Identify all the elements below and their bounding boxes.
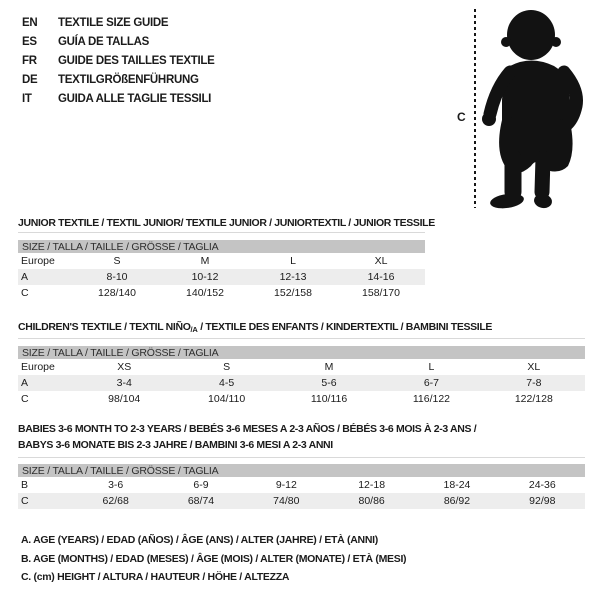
cell-value: 6-9 — [193, 479, 209, 491]
language-row-de — [22, 70, 215, 89]
size-column: XS — [117, 361, 132, 373]
size-column: S — [113, 255, 121, 267]
cell-value: 14-16 — [367, 271, 395, 283]
height-measure-dashed-line — [474, 9, 476, 208]
age-row — [18, 375, 585, 391]
guide-title: GUÍA DE TALLAS — [58, 35, 149, 48]
cell-value: 68/74 — [187, 495, 215, 507]
children-table-title — [18, 321, 585, 336]
size-column: S — [223, 361, 231, 373]
table-top-rule — [18, 457, 585, 458]
cell-value: 158/170 — [362, 287, 400, 299]
row-label: C — [21, 287, 29, 299]
size-header-bar: SIZE / TALLA / TAILLE / GRÖSSE / TAGLIA — [18, 346, 585, 359]
children-textile-table — [18, 321, 585, 407]
language-row-es — [22, 32, 215, 51]
cell-value: 152/158 — [274, 287, 312, 299]
title-text: CHILDREN'S TEXTILE / TEXTIL NIÑO — [18, 321, 191, 333]
guide-title: GUIDE DES TAILLES TEXTILE — [58, 54, 215, 67]
cell-value: 116/122 — [412, 393, 451, 405]
language-row-en — [22, 13, 215, 32]
guide-title: GUIDA ALLE TAGLIE TESSILI — [58, 92, 212, 105]
cell-value: 10-12 — [191, 271, 219, 283]
size-columns-row — [18, 253, 425, 269]
language-row-it — [22, 89, 215, 108]
cell-value: 6-7 — [423, 377, 440, 389]
table-top-rule — [18, 232, 425, 233]
title-subscript: /A — [190, 325, 198, 334]
age-row — [18, 269, 425, 285]
size-column: XL — [374, 255, 388, 267]
cell-value: 7-8 — [526, 377, 542, 389]
row-label: C — [21, 393, 29, 405]
cell-value: 3-4 — [116, 377, 132, 389]
cell-value: 140/152 — [186, 287, 224, 299]
language-code: DE — [22, 73, 38, 86]
guide-title: TEXTILGRÖßENFÜHRUNG — [58, 73, 199, 86]
cell-value: 80/86 — [358, 495, 385, 507]
size-column: XL — [527, 361, 541, 373]
babies-table-title-line2: BABYS 3-6 MONATE BIS 2-3 JAHRE / BAMBINI 3-6 MESI A 2-3 ANNI — [18, 439, 333, 451]
height-row — [18, 391, 585, 407]
language-code: EN — [22, 16, 38, 29]
table-top-rule — [18, 338, 585, 339]
cell-value: 18-24 — [443, 479, 471, 491]
footnote-age-months: B. AGE (MONTHS) / EDAD (MESES) / ÂGE (MOIS) / ALTER (MONATE) / ETÀ (MESI) — [21, 552, 407, 565]
cell-value: 12-18 — [358, 479, 386, 491]
row-label: C — [21, 495, 29, 507]
language-code: IT — [22, 92, 32, 105]
cell-value: 62/68 — [102, 495, 129, 507]
language-code: ES — [22, 35, 37, 48]
cell-value: 9-12 — [275, 479, 297, 491]
size-header-bar: SIZE / TALLA / TAILLE / GRÖSSE / TAGLIA — [18, 464, 585, 477]
cell-value: 98/104 — [108, 393, 141, 405]
babies-table-title-line1: BABIES 3-6 MONTH TO 2-3 YEARS / BEBÉS 3-6 MESES A 2-3 AÑOS / BÉBÉS 3-6 MOIS À 2-3 ANS / — [18, 423, 477, 435]
age-months-row — [18, 477, 585, 493]
footnotes — [21, 531, 406, 587]
language-code: FR — [22, 54, 37, 67]
guide-title: TEXTILE SIZE GUIDE — [58, 16, 169, 29]
cell-value: 12-13 — [279, 271, 307, 283]
cell-value: 110/116 — [310, 393, 348, 405]
footnote-age-years: A. AGE (YEARS) / EDAD (AÑOS) / ÂGE (ANS) / ALTER (JAHRE) / ETÀ (ANNI) — [21, 534, 378, 546]
title-text: / TEXTILE DES ENFANTS / KINDERTEXTIL / BAMBINI TESSILE — [197, 321, 493, 333]
cell-value: 86/92 — [443, 495, 471, 507]
junior-textile-table — [18, 217, 435, 301]
cell-value: 3-6 — [108, 479, 124, 491]
size-header-bar: SIZE / TALLA / TAILLE / GRÖSSE / TAGLIA — [18, 240, 425, 253]
cell-value: 4-5 — [219, 377, 235, 389]
cell-value: 104/110 — [208, 393, 246, 405]
cell-value: 8-10 — [106, 271, 128, 283]
cell-value: 128/140 — [98, 287, 136, 299]
cell-value: 74/80 — [273, 495, 300, 507]
row-label: A — [21, 271, 29, 283]
row-label: B — [21, 479, 29, 491]
language-row-fr — [22, 51, 215, 70]
size-column: M — [324, 361, 334, 373]
cell-value: 92/98 — [529, 495, 556, 507]
cell-value: 122/128 — [514, 393, 553, 405]
babies-textile-table — [18, 421, 585, 509]
height-row — [18, 493, 585, 509]
junior-table-title: JUNIOR TEXTILE / TEXTIL JUNIOR/ TEXTILE JUNIOR / JUNIORTEXTIL / JUNIOR TESSILE — [18, 217, 435, 229]
footnote-height-cm: C. (cm) HEIGHT / ALTURA / HAUTEUR / HÖHE / ALTEZZA — [21, 571, 290, 583]
row-label: A — [21, 377, 29, 389]
size-column: M — [200, 255, 210, 267]
language-title-block — [22, 13, 215, 108]
size-column: L — [428, 361, 435, 373]
region-label: Europe — [21, 361, 55, 373]
cell-value: 24-36 — [528, 479, 556, 491]
height-measure-label: C — [457, 110, 466, 124]
toddler-silhouette — [480, 8, 592, 210]
region-label: Europe — [21, 255, 55, 267]
cell-value: 5-6 — [321, 377, 337, 389]
size-columns-row — [18, 359, 585, 375]
height-row — [18, 285, 425, 301]
size-column: L — [290, 255, 296, 267]
